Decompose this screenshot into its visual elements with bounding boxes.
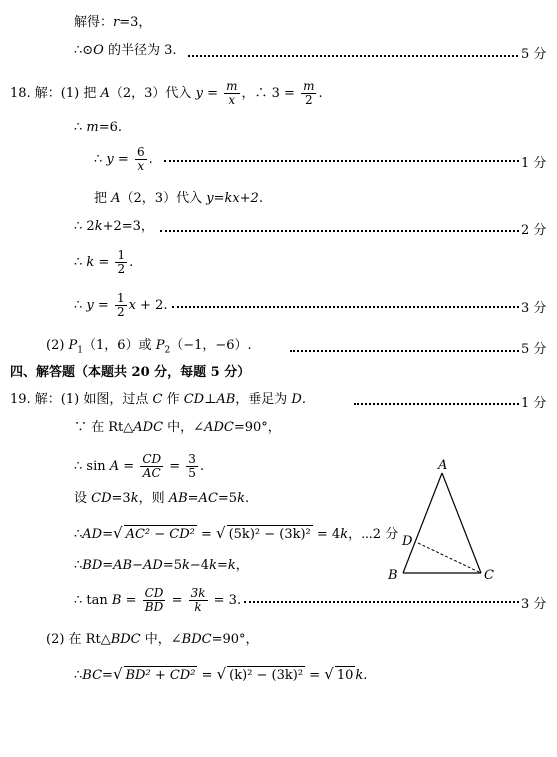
line-radius: ∴⊙O 的半径为 3. bbox=[74, 43, 177, 58]
line-solve-r: 解得：r=3， bbox=[74, 15, 152, 30]
line-substitute-kx: 把 A（2，3）代入 y=kx+2. bbox=[94, 191, 263, 206]
fraction-cd-over-ac: $\frac{CD}{AC}$ bbox=[142, 452, 162, 480]
section-heading: 四、解答题（本题共 20 分，每题 5 分） bbox=[10, 365, 251, 380]
line-set-cd: 设 CD=3k，则 AB=AC=5k. bbox=[74, 491, 250, 506]
dot-leader bbox=[188, 55, 518, 57]
fraction-cd-over-bd: $\frac{CD}{BD}$ bbox=[144, 586, 164, 614]
side-ac bbox=[442, 473, 481, 573]
line-y-6-over-x: ∴ y = $\frac{6}{x}$ . bbox=[94, 145, 153, 173]
fraction-3-over-5: $\frac{3}{5}$ bbox=[188, 452, 196, 480]
line-tan-b: ∴ tan B = $\frac{CD}{BD}$ = $\frac{3k}{k}$ = 3. bbox=[74, 586, 242, 614]
sqrt-sign: √ bbox=[113, 524, 123, 542]
score: 3 分 bbox=[521, 597, 547, 612]
line-ad-value: ∴AD=√ AC² − CD² = √ (5k)² − (3k)² = 4k，⋯2 分 bbox=[74, 524, 399, 542]
line-sin-a: ∴ sin A = $\frac{CD}{AC}$ = $\frac{3}{5}$ . bbox=[74, 452, 205, 480]
line-rt-bdc: (2) 在 Rt△BDC 中，∠BDC=90°， bbox=[46, 632, 259, 647]
dot-leader bbox=[244, 601, 519, 603]
label-b: B bbox=[388, 568, 398, 583]
label-a: A bbox=[438, 458, 448, 473]
line-q18-substitute: 18. 解：(1) 把 A（2，3）代入 y = $\frac{m}{x}$ ，∴ 3 = $\frac{m}{2}$ . bbox=[10, 79, 323, 107]
sqrt-sign: √ bbox=[216, 524, 226, 542]
fraction-m-over-2: $\frac{m}{2}$ bbox=[303, 79, 315, 107]
line-y-function: ∴ y = $\frac{1}{2}$ x + 2. bbox=[74, 291, 168, 319]
score: 5 分 bbox=[521, 342, 547, 357]
line-k-half: ∴ k = $\frac{1}{2}$ . bbox=[74, 248, 134, 276]
side-ab bbox=[403, 473, 442, 573]
label-d: D bbox=[402, 534, 413, 549]
fraction-m-over-x: $\frac{m}{x}$ bbox=[226, 79, 238, 107]
dot-leader bbox=[354, 403, 519, 405]
dot-leader bbox=[164, 160, 519, 162]
score: 1 分 bbox=[521, 396, 547, 411]
dot-leader bbox=[290, 350, 519, 352]
score: 1 分 bbox=[521, 156, 547, 171]
score: 3 分 bbox=[521, 301, 547, 316]
label-c: C bbox=[484, 568, 494, 583]
score: 5 分 bbox=[521, 47, 547, 62]
fraction-1-over-2: $\frac{1}{2}$ bbox=[116, 291, 125, 319]
score: 2 分 bbox=[521, 223, 547, 238]
sqrt-sign: √ bbox=[112, 665, 123, 683]
sqrt-sign: √ bbox=[216, 665, 227, 683]
fraction-3k-over-k: $\frac{3k}{k}$ bbox=[190, 586, 206, 614]
line-part2-points: (2) $P_1(1$，6）或 $P_2(-1$，−6）. bbox=[46, 338, 252, 356]
line-m-value: ∴ m=6. bbox=[74, 120, 123, 135]
sqrt-sign: √ bbox=[324, 665, 334, 683]
triangle-figure bbox=[380, 455, 510, 590]
line-2k: ∴ 2k+2=3， bbox=[74, 219, 154, 234]
line-bd-value: ∴BD=AB−AD=5k−4k=k， bbox=[74, 558, 249, 573]
line-bc-value: ∴BC=√ BD² + CD² = √ (k)² − (3k)² = √ 10 k. bbox=[74, 665, 368, 683]
fraction-6-over-x: $\frac{6}{x}$ bbox=[136, 145, 145, 173]
dot-leader bbox=[172, 306, 519, 308]
line-q19-construct: 19. 解：(1) 如图，过点 C 作 CD⊥AB，垂足为 D. bbox=[10, 392, 306, 407]
dot-leader bbox=[160, 230, 519, 232]
fraction-1-over-2: $\frac{1}{2}$ bbox=[117, 248, 126, 276]
line-rt-adc: ∵ 在 Rt△ADC 中，∠ADC=90°， bbox=[74, 420, 281, 435]
